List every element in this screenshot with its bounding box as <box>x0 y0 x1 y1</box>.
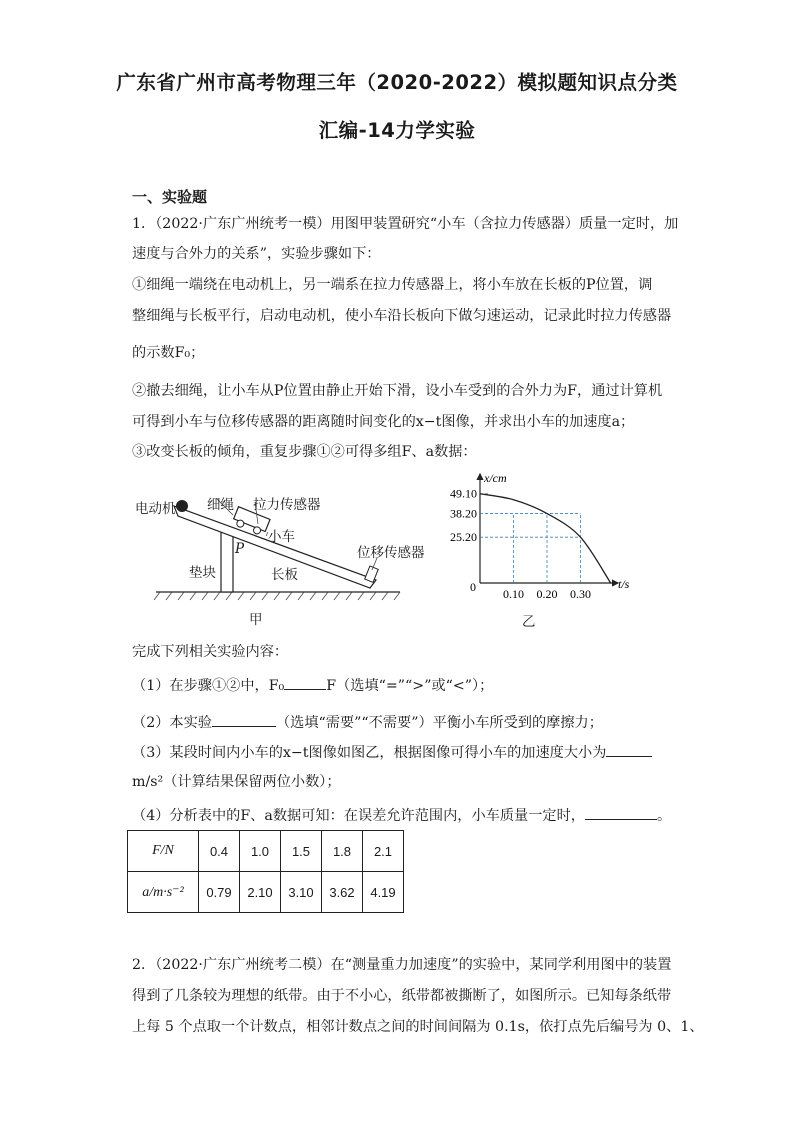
sub1-text-a: （1）在步骤①②中，F₀ <box>132 678 285 694</box>
sub2-text-b: （选填“需要”“不需要”）平衡小车所受到的摩擦力； <box>275 715 603 731</box>
answer-blank-4[interactable] <box>585 805 657 820</box>
table-header-force: F/N <box>128 831 199 872</box>
label-force-sensor: 拉力传感器 <box>253 497 321 513</box>
label-rope: 细绳 <box>207 497 234 513</box>
table-cell: 3.62 <box>322 872 363 913</box>
label-board: 长板 <box>271 567 298 583</box>
question1-line: ③改变长板的倾角，重复步骤①②可得多组F、a数据： <box>132 444 477 460</box>
figure-caption-jia: 甲 <box>249 612 263 628</box>
table-cell: 0.79 <box>199 872 240 913</box>
question2-line: 上每 5 个点取一个计数点，相邻计数点之间的时间间隔为 0.1s，依打点先后编号为 0、1、 <box>132 1019 704 1035</box>
y-tick-label: 49.10 <box>450 486 477 501</box>
force-acceleration-table <box>127 830 404 913</box>
table-cell: 1.0 <box>240 831 281 872</box>
question1-line: ①细绳一端绕在电动机上，另一端系在拉力传感器上，将小车放在长板的P位置，调 <box>132 277 653 293</box>
table-header-acceleration: a/m·s⁻² <box>128 872 199 913</box>
subquestion-1 <box>132 675 493 696</box>
table-cell: 3.10 <box>281 872 322 913</box>
sub4-text-b: 。 <box>656 808 672 824</box>
subquestion-3 <box>132 742 652 763</box>
question2-line: 2．（2022·广东广州统考二模）在“测量重力加速度”的实验中，某同学利用图中的装置 <box>132 957 672 973</box>
table-cell: 0.4 <box>199 831 240 872</box>
origin-label: 0 <box>470 580 476 594</box>
sub3-text-a: （3）某段时间内小车的x−t图像如图乙，根据图像可得小车的加速度大小为 <box>132 745 607 761</box>
section-heading: 一、实验题 <box>132 188 208 206</box>
table-cell: 4.19 <box>363 872 404 913</box>
subquestion-4 <box>132 805 671 826</box>
label-block: 垫块 <box>189 565 216 581</box>
complete-prompt: 完成下列相关实验内容： <box>132 644 289 660</box>
page-title-line2: 汇编-14力学实验 <box>318 119 476 142</box>
question1-line: 速度与合外力的关系”，实验步骤如下： <box>132 246 381 262</box>
sub4-text-a: （4）分析表中的F、a数据可知：在误差允许范围内，小车质量一定时， <box>132 808 585 824</box>
question1-line: 1．（2022·广东广州统考一模）用图甲装置研究“小车（含拉力传感器）质量一定时，加 <box>132 216 679 232</box>
question1-line: 整细绳与长板平行，启动电动机，使小车沿长板向下做匀速运动，记录此时拉力传感器 <box>132 308 672 324</box>
figure-caption-yi: 乙 <box>522 614 536 630</box>
answer-blank-3[interactable] <box>606 742 652 757</box>
sub2-text-a: （2）本实验 <box>132 715 212 731</box>
xt-chart <box>436 468 636 608</box>
page-title-line1: 广东省广州市高考物理三年（2020-2022）模拟题知识点分类 <box>116 71 678 94</box>
table-cell: 2.1 <box>363 831 404 872</box>
label-displacement-sensor: 位移传感器 <box>357 545 425 561</box>
table-cell: 1.5 <box>281 831 322 872</box>
x-tick-label: 0.30 <box>570 587 591 601</box>
subquestion-2 <box>132 712 603 733</box>
table-cell: 2.10 <box>240 872 281 913</box>
question1-line: ②撤去细绳，让小车从P位置由静止开始下滑，设小车受到的合外力为F，通过计算机 <box>132 383 663 399</box>
xt-curve <box>480 494 611 583</box>
table-row-acceleration <box>128 872 404 913</box>
table-row-force <box>128 831 404 872</box>
x-tick-label: 0.20 <box>536 587 558 601</box>
label-motor: 电动机 <box>135 501 176 517</box>
x-axis-label: t/s <box>618 577 630 591</box>
question1-line: 可得到小车与位移传感器的距离随时间变化的x−t图像，并求出小车的加速度a； <box>132 414 635 430</box>
label-position-p: P <box>235 541 245 557</box>
support-block <box>221 532 233 592</box>
answer-blank-1[interactable] <box>284 675 326 690</box>
label-car: 小车 <box>268 529 295 545</box>
answer-blank-2[interactable] <box>212 712 276 727</box>
table-cell: 1.8 <box>322 831 363 872</box>
subquestion-3-unit: m/s²（计算结果保留两位小数）； <box>132 774 341 790</box>
motor <box>176 500 188 512</box>
question2-line: 得到了几条较为理想的纸带。由于不小心，纸带都被撕断了，如图所示。已知每条纸带 <box>132 988 672 1004</box>
sub1-text-b: F（选填“=”“>”或“<”）； <box>326 678 494 694</box>
question1-line: 的示数F₀； <box>132 345 205 361</box>
y-tick-label: 38.20 <box>450 506 477 521</box>
y-axis-label: x/cm <box>484 471 507 485</box>
x-tick-label: 0.10 <box>503 587 524 601</box>
y-tick-label: 25.20 <box>450 530 477 545</box>
